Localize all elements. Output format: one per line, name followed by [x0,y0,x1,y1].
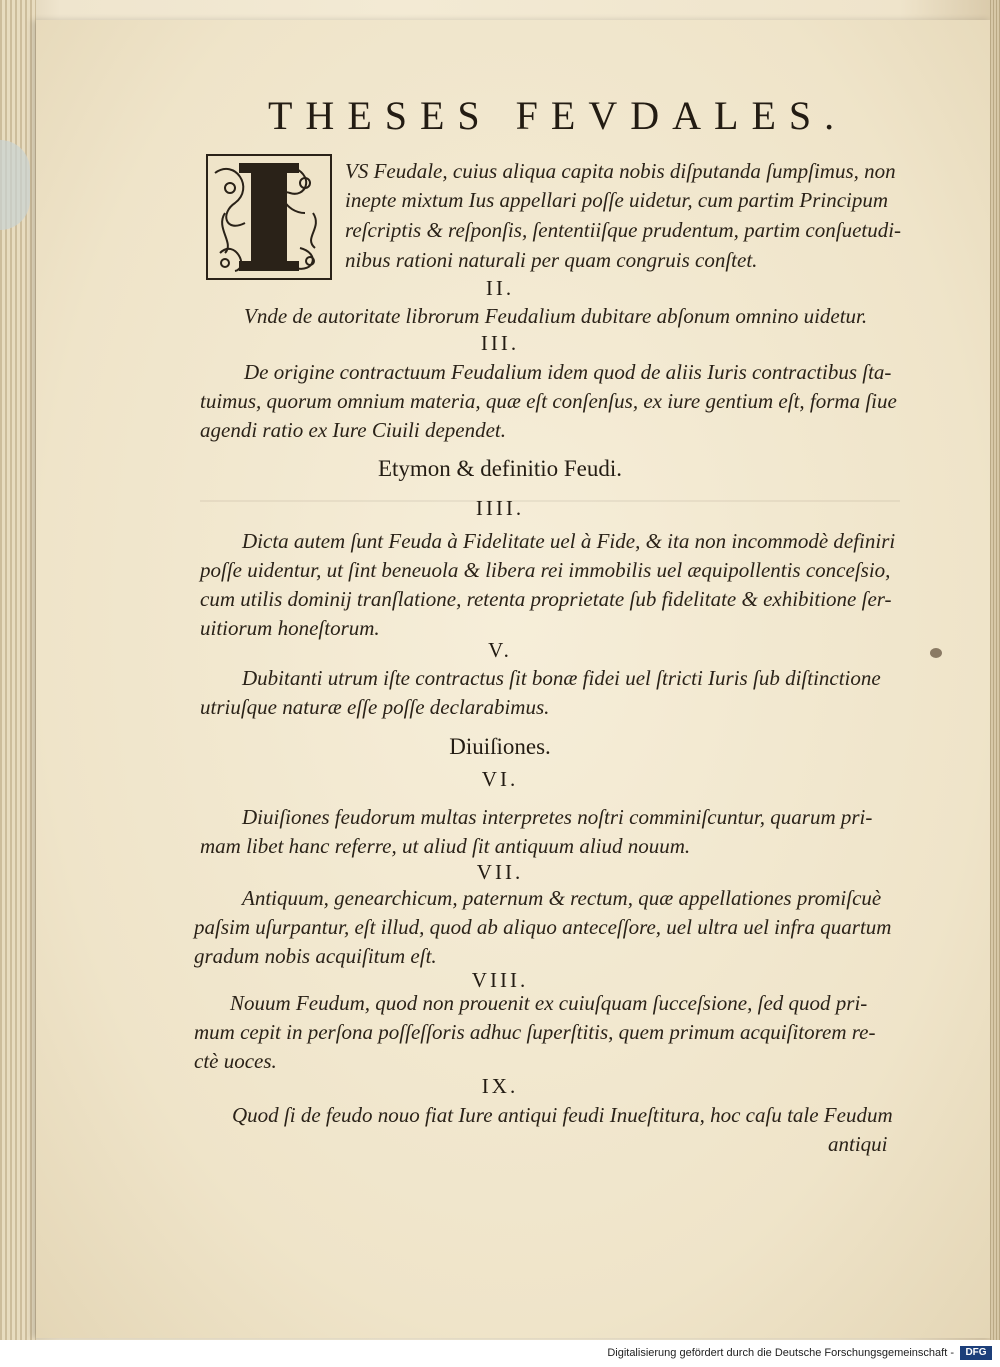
para-3-line-3: agendi ratio ex Iure Ciuili dependet. [200,418,506,442]
para-4-line-4: uitiorum honeſtorum. [200,616,380,640]
para-3-line-2: tuimus, quorum omnium materia, quæ eſt conſenſus, ex iure gentium eſt, forma ſiue [200,389,897,413]
thesis-number: II. [485,276,515,300]
para-7-line-3: gradum nobis acquiſitum eſt. [194,944,437,968]
book-page-edges-right [990,0,1000,1340]
para-8-line-2: mum cepit in perſona poſſeſſoris adhuc ſuperſtitis, quem primum acquiſitorem re- [194,1020,876,1044]
para-8-line-3: ctè uoces. [194,1049,277,1073]
para-3-line-1: De origine contractuum Feudalium idem quod de aliis Iuris contractibus ſta- [244,360,892,384]
thesis-number: IX. [481,1074,519,1098]
thesis-number: VII. [476,860,524,884]
para-7-line-1: Antiquum, genearchicum, paternum & rectum, quæ appellationes promiſcuè [242,886,882,910]
footer-text: Digitalisierung gefördert durch die Deutsche Forschungsgemeinschaft - [607,1347,954,1359]
thesis-number: III. [480,331,520,355]
para-6-line-2: mam libet hanc referre, ut aliud ſit antiquum aliud nouum. [200,834,691,858]
dfg-logo: DFG [960,1346,992,1360]
catchword: antiqui [828,1132,888,1156]
footer-bar [0,1340,1000,1367]
para-1-line-1: VS Feudale, cuius aliqua capita nobis diſputanda ſumpſimus, non [345,159,896,183]
para-2-line-1: Vnde de autoritate librorum Feudalium dubitare abſonum omnino uidetur. [244,304,868,328]
para-5-line-1: Dubitanti utrum iſte contractus ſit bonæ fidei uel ſtricti Iuris ſub diſtinctione [242,666,881,690]
para-6-line-1: Diuiſiones feudorum multas interpretes noſtri comminiſcuntur, quarum pri- [242,805,873,829]
thesis-number: VIII. [471,968,529,992]
para-8-line-1: Nouum Feudum, quod non prouenit ex cuiuſquam ſucceſsione, ſed quod pri- [230,991,868,1015]
para-4-line-2: poſſe uidentur, ut ſint beneuola & libera rei immobilis uel æquipollentis conceſsio, [200,558,891,582]
section-heading: Diuiſiones. [449,734,551,759]
para-4-line-1: Dicta autem ſunt Feuda à Fidelitate uel à Fide, & ita non incommodè definiri [242,529,896,553]
thesis-number: IIII. [475,496,525,520]
para-9-line-1: Quod ſi de feudo nouo fiat Iure antiqui feudi Inueſtitura, hoc caſu tale Feudum [232,1103,893,1127]
decorated-initial-letter [205,153,333,281]
page-title: THESES FEVDALES. [268,93,848,138]
thesis-number: VI. [481,767,519,791]
para-1-line-4: nibus rationi naturali per quam congruis conſtet. [345,248,758,272]
para-1-line-2: inepte mixtum Ius appellari poſſe uidetur, cum partim Principum [345,188,889,212]
section-heading: Etymon & definitio Feudi. [377,456,623,481]
para-7-line-2: paſsim uſurpantur, eſt illud, quod ab aliquo anteceſſore, uel ultra uel infra quartum [194,915,892,939]
thesis-number: V. [488,638,512,662]
para-4-line-3: cum utilis dominij tranſlatione, retenta proprietate ſub fidelitate & exhibitione ſer- [200,587,892,611]
para-5-line-2: utriuſque naturæ eſſe poſſe declarabimus. [200,695,550,719]
para-1-line-3: reſcriptis & reſponſis, ſententiiſque prudentum, partim conſuetudi- [345,218,902,242]
